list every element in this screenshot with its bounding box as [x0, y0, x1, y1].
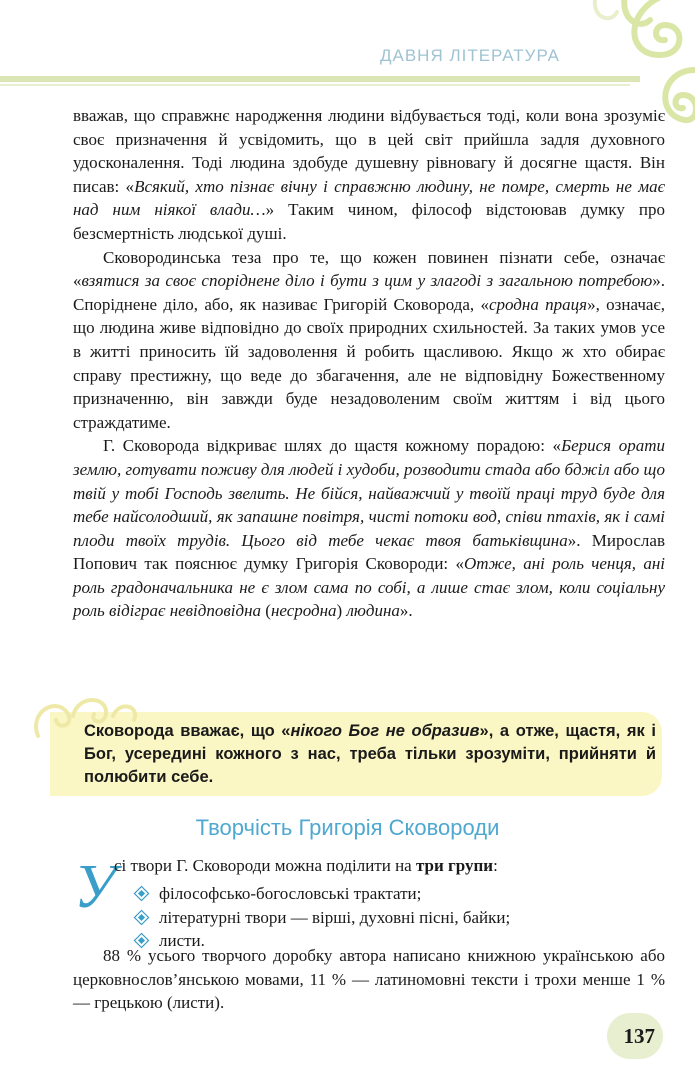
- page-number: 137: [623, 1024, 655, 1048]
- paragraph-1: вважав, що справжнє народження людини відбувається тоді, коли вона зрозуміє своє призначення й усвідомить, що в цей світ прийшла задля духовного удосконалення. Тоді людина здобуде душевну рівновагу й досягне щастя. Він писав: «Всякий, хто пізнає вічну і справжню людину, не помре, смерть не має над ним ніякої влади…» Таким чином, філософ відстоював думку про безсмертність людської душі.: [73, 106, 665, 243]
- highlight-text: Сковорода вважає, що «нікого Бог не образив», а отже, щастя, як і Бог, усередині кожного з нас, треба тільки зрозуміти, прийняти й полюбити себе.: [84, 722, 656, 786]
- paragraph-2: Сковородинська теза про те, що кожен повинен пізнати себе, означає «взятися за своє споріднене діло і бути з цим у злагоді з загальною потребою». Споріднене діло, або, як називає Григорій Сковорода, «сродна праця», означає, що людина живе відповідно до своїх природних схильностей. За таких умов усе в житті приносить їй задоволення й робить щасливою. Якщо ж хто обирає справу престижну, що веде до збагачення, але не відповідну Божественному призначенню, він завжди буде незадоволеним своїм життям і від цього страждатиме.: [73, 247, 665, 432]
- diamond-bullet-icon: [134, 886, 150, 902]
- paragraph-3: Г. Сковорода відкриває шлях до щастя кожному порадою: «Берися орати землю, готувати поживу для людей і худоби, розводити стада або бджіл або що твій у тобі Господь звелить. Не бійся, найважчий у твоїй праці труд буде для тебе найсолодший, як запашне повітря, чисті потоки вод, співи птахів, як і самі плоди твоїх трудів. Цього від тебе чекає твоя батьківщина». Мирослав Попович так пояснює думку Григорія Сковороди: «Отже, ані роль ченця, ані роль градоначальника не є злом сама по собі, а лише стає злом, коли соціальну роль відіграє невідповідна (несродна) людина».: [73, 436, 665, 621]
- list-item: літературні твори — вірші, духовні пісні, байки;: [136, 906, 510, 930]
- diamond-bullet-icon: [134, 910, 150, 926]
- works-list: [136, 882, 510, 953]
- section-header: ДАВНЯ ЛІТЕРАТУРА: [379, 46, 560, 65]
- stats-paragraph: 88 % усього творчого доробку автора написано книжною українською або церковнослов’янською мовами, 11 % — латиномовні тексти і трохи менше 1 % — грецькою (листи).: [73, 946, 665, 1013]
- header-rule: [0, 76, 640, 82]
- section-title: Творчість Григорія Сковороди: [195, 815, 500, 840]
- drop-cap: У: [74, 853, 116, 921]
- list-item: філософсько-богословські трактати;: [136, 882, 510, 906]
- list-item: листи.: [136, 929, 510, 953]
- main-text: [73, 104, 665, 623]
- header-rule-thin: [0, 84, 630, 86]
- section-intro: сі твори Г. Сковороди можна поділити на три групи:: [114, 856, 498, 875]
